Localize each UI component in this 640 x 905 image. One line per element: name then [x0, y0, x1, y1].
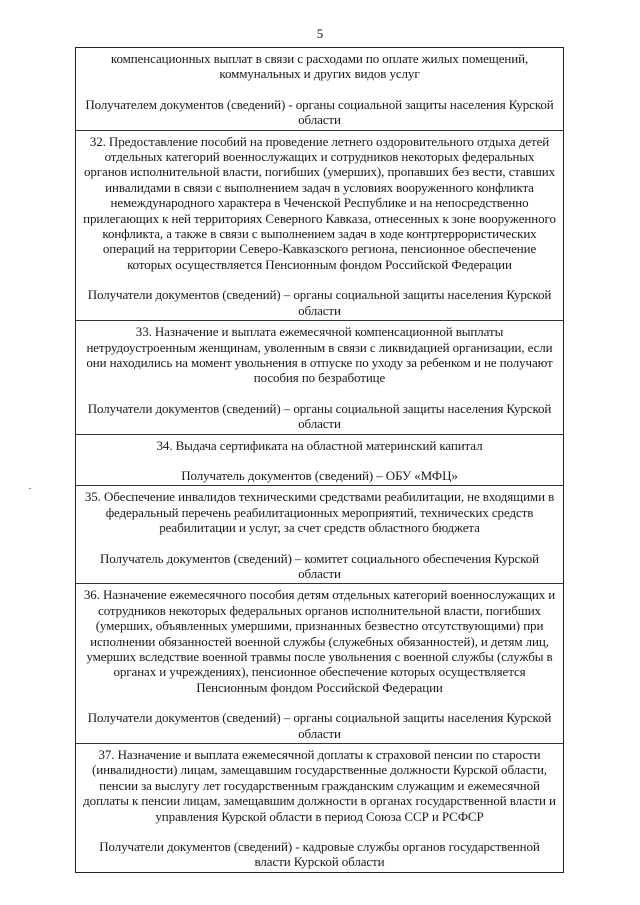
- table-row: [76, 131, 563, 321]
- table-row: [76, 744, 563, 872]
- service-description: 37. Назначение и выплата ежемесячной доплаты к страховой пенсии по старости (инвалидности) лицам, замещавшим государственные должности Курской области, пенсии за выслугу лет государственным гражданским служащим и ежемесячной доплаты к пенсии лицам, замещавшим должности в органах государственной власти и управления Курской области в период Союза ССР и РСФСР: [83, 747, 556, 824]
- table-row: [76, 584, 563, 744]
- table-row: [76, 321, 563, 434]
- recipient-text: Получатели документов (сведений) – органы социальной защиты населения Курской области: [87, 287, 552, 318]
- service-description: 35. Обеспечение инвалидов техническими средствами реабилитации, не входящими в федеральный перечень реабилитационных мероприятий, технических средств реабилитации и услуг, за счет средств областного бюджета: [84, 489, 555, 536]
- services-table: [75, 47, 564, 873]
- table-row: [76, 48, 563, 131]
- scan-speck: [29, 488, 31, 489]
- service-description: 34. Выдача сертификата на областной материнский капитал: [156, 437, 483, 453]
- table-row: [76, 486, 563, 584]
- service-description: 33. Назначение и выплата ежемесячной компенсационной выплаты нетрудоустроенным женщинам, уволенным в связи с ликвидацией организации, если они находились на момент увольнения в отпуске по уходу за ребенком и не получают пособия по безработице: [86, 324, 553, 386]
- service-description: 32. Предоставление пособий на проведение летнего оздоровительного отдыха детей отдельных категорий военнослужащих и сотрудников некоторых федеральных органов исполнительной власти, погибших (умерших), пропавших без вести, ставших инвалидами в связи с выполнением задач в условиях вооруженного конфликта немеждународного характера в Чеченской Республике и на непосредственно прилегающих к ней территориях Северного Кавказа, отнесенных к зоне вооруженного конфликта, а также в связи с выполнением задач в ходе контртеррористических операций на территории Северо-Кавказского региона, пенсионное обеспечение которых осуществляется Пенсионным фондом Российской Федерации: [83, 133, 556, 272]
- recipient-text: Получатель документов (сведений) – комитет социального обеспечения Курской области: [99, 550, 540, 581]
- recipient-text: Получателем документов (сведений) - органы социальной защиты населения Курской области: [85, 96, 554, 128]
- service-description: компенсационных выплат в связи с расходами по оплате жилых помещений, коммунальных и других видов услуг: [110, 51, 529, 82]
- recipient-text: Получатели документов (сведений) - кадровые службы органов государственной власти Курской области: [99, 839, 540, 870]
- service-description: 36. Назначение ежемесячного пособия детям отдельных категорий военнослужащих и сотрудников некоторых федеральных органов исполнительной власти, погибших (умерших, объявленных умершими, признанных безвестно отсутствующими) при исполнении обязанностей военной службы (служебных обязанностей), и детям лиц, умерших вследствие военной травмы после увольнения с военной службы (службы в органах и учреждениях), пенсионное обеспечение которых осуществляется Пенсионным фондом Российской Федерации: [83, 587, 556, 695]
- table-row: [76, 435, 563, 487]
- recipient-text: Получатель документов (сведений) – ОБУ «МФЦ»: [181, 467, 458, 483]
- recipient-text: Получатели документов (сведений) – органы социальной защиты населения Курской области: [87, 710, 552, 741]
- page-number: 5: [316, 26, 324, 41]
- recipient-text: Получатели документов (сведений) – органы социальной защиты населения Курской области: [87, 400, 552, 432]
